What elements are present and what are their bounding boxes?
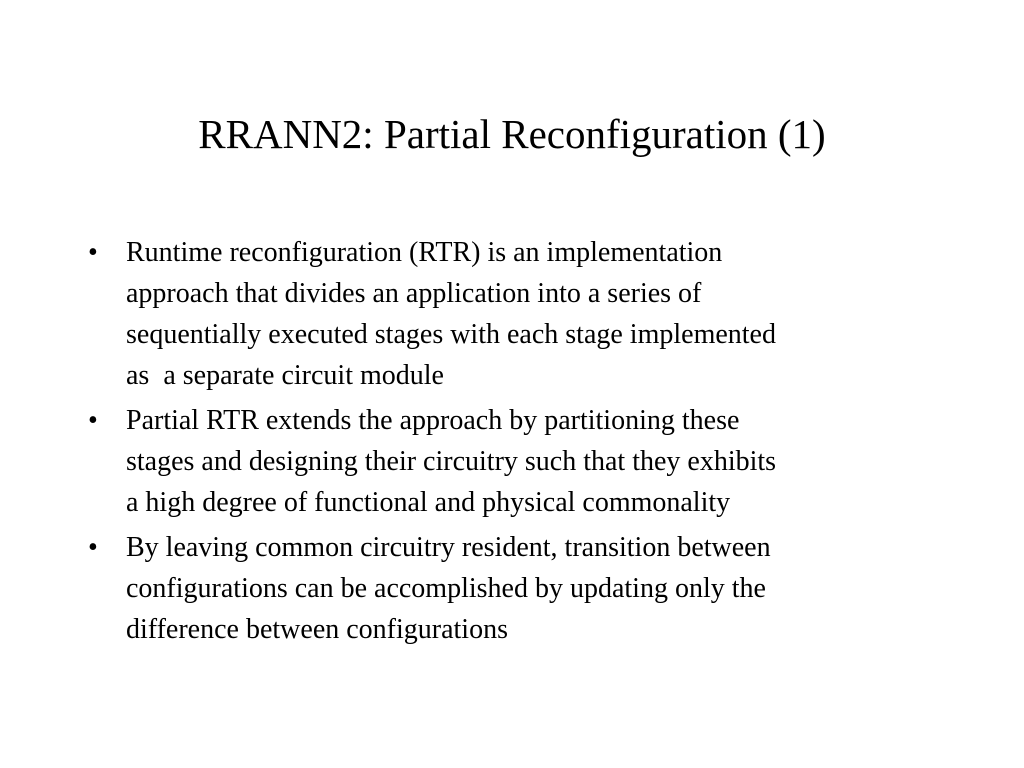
bullet-marker: •: [88, 405, 98, 436]
bullet-item-2: [82, 400, 942, 523]
bullet-3-line-2: configurations can be accomplished by updating only the: [126, 573, 766, 604]
bullet-1-line-1: Runtime reconfiguration (RTR) is an implementation: [126, 237, 723, 268]
bullet-2-line-1: Partial RTR extends the approach by partitioning these: [126, 405, 740, 436]
bullet-marker: •: [88, 237, 98, 268]
slide-title: RRANN2: Partial Reconfiguration (1): [198, 111, 826, 157]
bullet-2-line-2: stages and designing their circuitry such that they exhibits: [126, 446, 777, 477]
bullet-marker: •: [88, 532, 98, 563]
bullet-3-line-3: difference between configurations: [126, 614, 508, 645]
bullet-2-line-3: a high degree of functional and physical commonality: [126, 487, 731, 518]
bullet-item-3: [82, 527, 942, 650]
bullet-1-line-4: as a separate circuit module: [126, 360, 444, 391]
bullet-list: [82, 232, 942, 654]
bullet-3-line-1: By leaving common circuitry resident, transition between: [126, 532, 771, 563]
bullet-1-line-2: approach that divides an application into a series of: [126, 278, 702, 309]
bullet-1-line-3: sequentially executed stages with each stage implemented: [126, 319, 776, 350]
bullet-item-1: [82, 232, 942, 396]
